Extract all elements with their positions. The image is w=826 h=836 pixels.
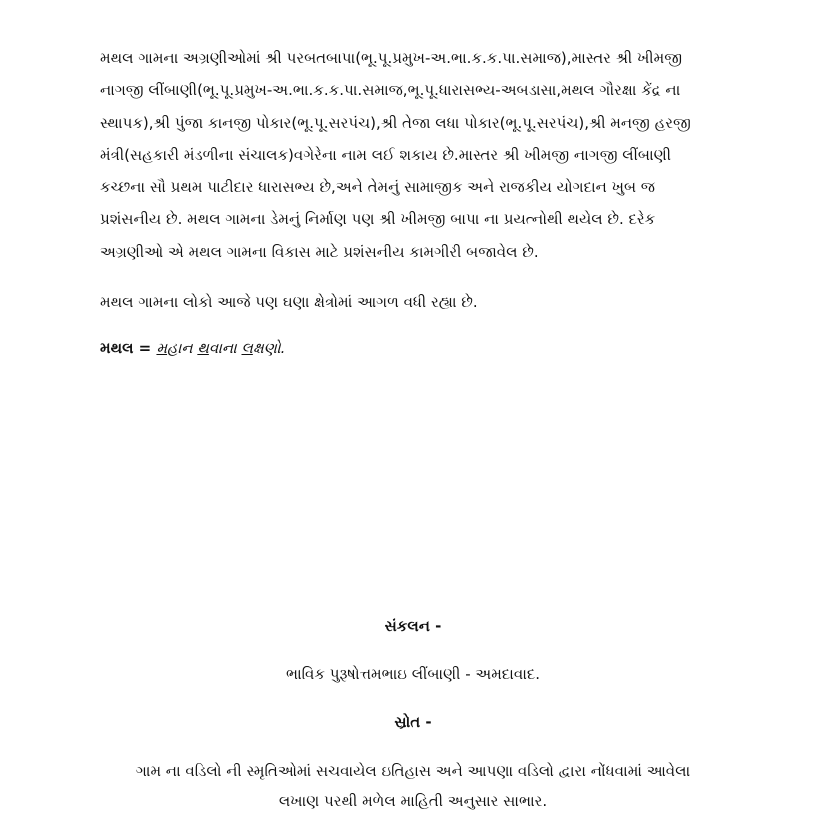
- source-line: લખાણ પરથી મળેલ માહિતી અનુસાર સાભાર.: [278, 792, 548, 810]
- tagline-word: મહાન: [156, 339, 198, 357]
- source-text: [0, 756, 826, 816]
- progress-paragraph: [100, 286, 700, 318]
- tagline-word: લક્ષણો.: [241, 339, 286, 357]
- tagline-word: થવાના: [197, 339, 242, 357]
- paragraph-line: મથલ ગામના અગ્રણીઓમાં શ્રી પરબતબાપા(ભૂ.પૂ.પ્રમુખ-અ.ભા.ક.ક.પા.સમાજ),માસ્તર શ્રી ખીમજી: [100, 49, 682, 67]
- paragraph-line: સ્થાપક),શ્રી પુંજા કાનજી પોકાર(ભૂ.પૂ.સરપંચ),શ્રી તેજા લધા પોકાર(ભૂ.પૂ.સરપંચ),શ્રી મનજી હરજી: [100, 113, 691, 132]
- paragraph-line: મથલ ગામના લોકો આજે પણ ઘણા ક્ષેત્રોમાં આગળ વધી રહ્યા છે.: [100, 293, 478, 311]
- compiled-by: ભાવિક પુરૂષોત્તમભાઇ લીંબાણી - અમદાવાદ.: [285, 665, 541, 683]
- source-heading: સ્રોત -: [394, 713, 432, 731]
- paragraph-line: મંત્રી(સહકારી મંડળીના સંચાલક)વગેરેના નામ લઈ શકાય છે.માસ્તર શ્રી ખીમજી નાગજી લીંબાણી: [100, 145, 671, 164]
- leaders-paragraph: [100, 42, 700, 268]
- source-line: ગામ ના વડિલો ની સ્મૃતિઓમાં સચવાયેલ ઇતિહાસ અને આપણા વડિલો દ્વારા નોંધવામાં આવેલા: [135, 762, 691, 780]
- paragraph-line: નાગજી લીંબાણી(ભૂ.પૂ.પ્રમુખ-અ.ભા.ક.ક.પા.સમાજ,ભૂ.પૂ.ધારાસભ્ય-અબડાસા,મથલ ગૌરક્ષા કેંદ્ર ના: [100, 81, 681, 100]
- tagline: [100, 332, 700, 364]
- paragraph-line: કચ્છના સૌ પ્રથમ પાટીદાર ધારાસભ્ય છે,અને તેમનું સામાજીક અને રાજકીય યોગદાન ખુબ જ: [100, 178, 655, 197]
- tagline-label: મથલ =: [100, 339, 157, 357]
- paragraph-line: પ્રશંસનીય છે. મથલ ગામના ડેમનું નિર્માણ પણ શ્રી ખીમજી બાપા ના પ્રયત્નોથી થયેલ છે. દરેક: [100, 210, 656, 229]
- paragraph-line: અગ્રણીઓ એ મથલ ગામના વિકાસ માટે પ્રશંસનીય કામગીરી બજાવેલ છે.: [100, 242, 539, 261]
- compiled-heading: સંકલન -: [384, 617, 442, 635]
